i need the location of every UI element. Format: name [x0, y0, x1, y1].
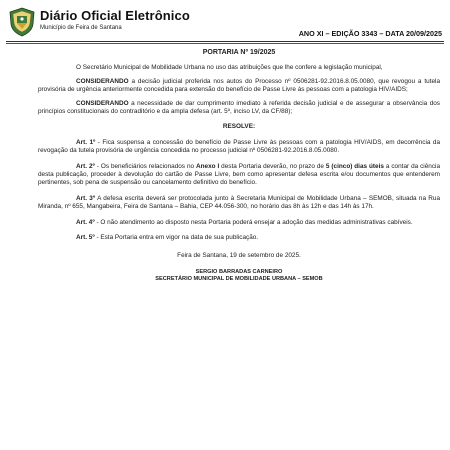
article-2-deadline: 5 (cinco) dias úteis: [325, 162, 384, 170]
article-5-text: - Esta Portaria entra em vigor na data de sua publicação.: [94, 234, 259, 242]
article-2-text-c: a contar da ciência desta publicação, proceder à devolução do cartão de Passe Livre, bem como apresentar defesa escrita e/ou documentos que entenderem pertinentes, sob pena de suspensão ou cancelamento definitivo do benefício.: [38, 162, 441, 187]
header-divider-thin: [6, 43, 444, 44]
signer-name: SERGIO BARRADAS CARNEIRO: [195, 268, 283, 275]
masthead: [8, 6, 442, 40]
article-5: [38, 234, 440, 242]
portaria-intro: O Secretário Municipal de Mobilidade Urbana no uso das atribuições que lhe confere a legislação municipal,: [76, 64, 383, 72]
signer-role: SECRETÁRIO MUNICIPAL DE MOBILIDADE URBANA – SEMOB: [155, 275, 323, 282]
article-5-label: Art. 5º: [76, 234, 95, 242]
article-3-label: Art. 3º: [76, 194, 96, 202]
article-2: [38, 163, 440, 188]
article-2-label: Art. 2º: [76, 162, 95, 170]
article-1: [38, 139, 440, 156]
resolve-heading: RESOLVE:: [222, 123, 256, 131]
considerando-2: [38, 100, 440, 117]
article-2-text-b: desta Portaria deverão, no prazo de: [219, 162, 326, 170]
article-1-text: - Fica suspensa a concessão do benefício de Passe Livre às pessoas com a patologia HIV/AIDS, em decorrência da revogação da tutela provisória de urgência concedida no processo judicial nº 0506281-92.2016.8.05.0080.: [38, 138, 440, 155]
municipal-seal-icon: [8, 7, 36, 37]
portaria-title: PORTARIA Nº 19/2025: [202, 49, 276, 56]
edition-info: ANO XI – EDIÇÃO 3343 – DATA 20/09/2025: [298, 29, 442, 38]
article-1-label: Art. 1º: [76, 138, 96, 146]
considerando-1: [38, 78, 440, 95]
article-4: [38, 219, 440, 227]
article-2-annex: Anexo I: [196, 162, 220, 170]
place-date: Feira de Santana, 19 de setembro de 2025.: [177, 251, 301, 259]
considerando-1-label: CONSIDERANDO: [76, 77, 129, 85]
masthead-subtitle: Município de Feira de Santana: [40, 25, 122, 31]
article-4-label: Art. 4º: [76, 218, 95, 226]
signature-block: [38, 269, 440, 283]
masthead-title: Diário Oficial Eletrônico: [40, 8, 190, 23]
article-3: [38, 195, 440, 212]
article-3-text: A defesa escrita deverá ser protocolada junto à Secretaria Municipal de Mobilidade Urbana – SEMOB, situada na Rua Miranda, nº 655, Mangabeira, Feira de Santana – Bahia, CEP 44.056-300, no horário das 8h às 12h e das 14h às 17h.: [38, 194, 441, 211]
article-2-text-a: - Os beneficiários relacionados no: [94, 162, 196, 170]
header-divider: [6, 41, 444, 42]
considerando-2-text: a necessidade de dar cumprimento imediato à referida decisão judicial e de assegurar a observância dos princípios constitucionais do contraditório e da ampla defesa (art. 5º, inciso LV, da CF/88);: [38, 99, 440, 116]
portaria-body: [38, 49, 440, 283]
considerando-1-text: a decisão judicial proferida nos autos do Processo nº 0506281-92.2016.8.05.0080, que revogou a tutela provisória de urgência anteriormente concedida para extensão do benefício de Passe Livre às pessoas com a patologia HIV/AIDS;: [38, 77, 440, 94]
article-4-text: - O não atendimento ao disposto nesta Portaria poderá ensejar a adoção das medidas administrativas cabíveis.: [94, 218, 413, 226]
considerando-2-label: CONSIDERANDO: [76, 99, 129, 107]
